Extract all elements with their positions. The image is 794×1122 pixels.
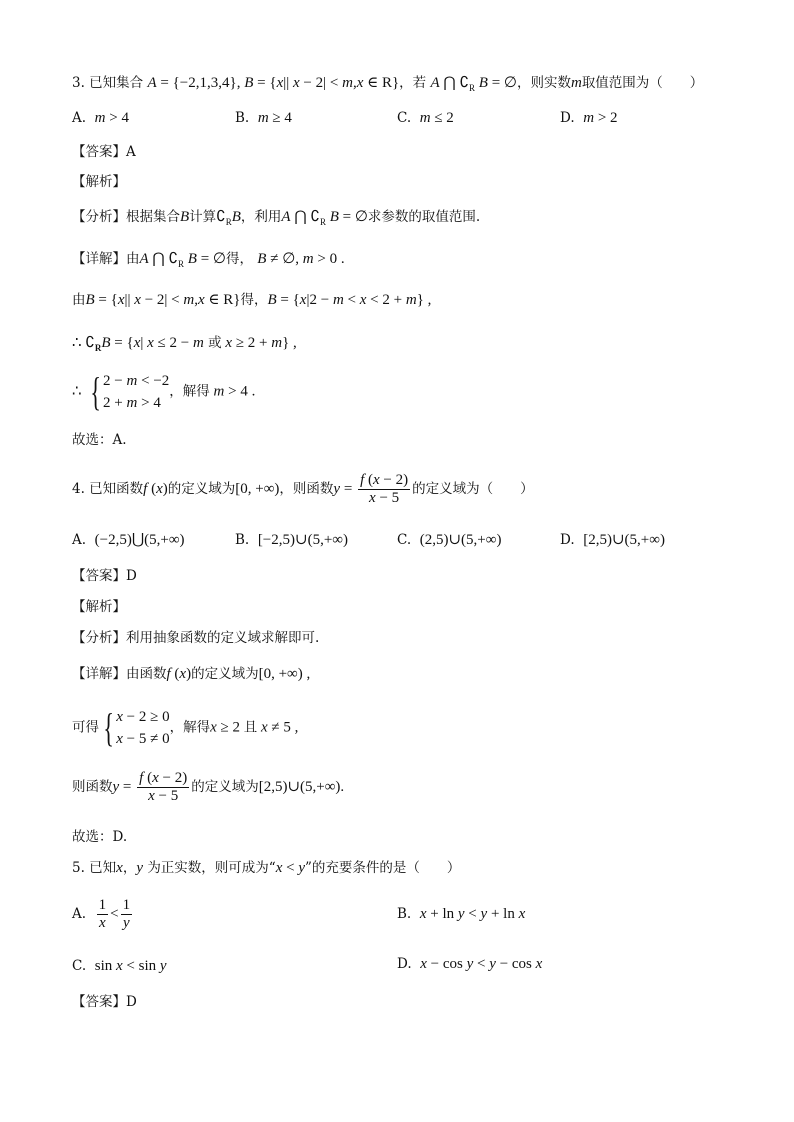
option-label: A. <box>72 532 87 548</box>
q3-if: ，若 <box>399 75 427 91</box>
option-label: B. <box>397 906 412 922</box>
option-label: A. <box>72 906 87 922</box>
detail-label: 【详解】 <box>72 666 126 682</box>
q3-stem-suffix: ，则实数 <box>516 75 571 91</box>
option-expr: (2,5)∪(5,+∞) <box>419 532 502 548</box>
q3-option-c[interactable] <box>397 108 454 128</box>
q3-stem-end: 取值范围为（ ） <box>581 75 704 91</box>
q3-line3 <box>72 332 297 358</box>
q5-stem: 5. 已知x，y 为正实数，则可成为“x < y”的充要条件的是（ ） <box>72 860 461 876</box>
q3-solution: m > 4 . <box>213 383 256 400</box>
option-label: D. <box>560 110 575 126</box>
detail-text: 的定义域为 <box>191 779 259 795</box>
system-rows: 2 − m < −2 2 + m > 4 <box>103 373 170 411</box>
q3-set-a: A = {−2,1,3,4}, B = {x|| x − 2| < m,x ∈ R} <box>147 75 400 91</box>
q3-conclusion: 故选：A. <box>72 432 127 448</box>
option-expr: x − cos y < y − cos x <box>420 956 543 972</box>
option-label: B. <box>235 110 250 126</box>
option-expr: (−2,5)⋃(5,+∞) <box>94 532 185 548</box>
q4-line3-function: y = $\frac{f (x - 2)}{x - 5}$ <box>112 770 188 805</box>
option-label: B. <box>235 532 250 548</box>
q3-m: m <box>570 75 582 91</box>
q4-domain: [0, +∞) <box>235 481 280 497</box>
q3-b: B <box>180 209 190 225</box>
q4-detail <box>72 664 310 684</box>
stem-text: ，则函数 <box>279 481 334 497</box>
stem-text: 为正实数，则可成为“ <box>147 860 276 876</box>
stem-text: 的定义域为（ ） <box>412 481 534 497</box>
detail-text: ，解得 <box>169 383 210 400</box>
q3-line2-expr: B = {x|| x − 2| < m,x ∈ R} <box>85 292 241 308</box>
fenxi-label: 【分析】 <box>72 630 126 646</box>
q3-line2 <box>72 290 431 310</box>
q3-option-a[interactable] <box>72 108 129 128</box>
answer-value: D <box>126 568 137 584</box>
q4-fenxi <box>72 628 319 648</box>
q4-function: y = $\frac{f (x - 2)}{x - 5}$ <box>333 472 409 507</box>
option-label: D. <box>560 532 575 548</box>
q3-option-d[interactable] <box>560 108 618 128</box>
q5-y: y <box>136 860 144 876</box>
q3-detail <box>72 248 345 274</box>
q4-stem <box>72 470 534 508</box>
detail-text: 由函数 <box>126 666 167 682</box>
fenxi-text: 根据集合 <box>126 209 180 225</box>
stem-text: 的定义域为 <box>167 481 236 497</box>
option-expr: m > 4 <box>94 110 129 126</box>
option-expr: m ≥ 4 <box>257 110 292 126</box>
fenxi-text: 利用抽象函数的定义域求解即可. <box>126 630 320 646</box>
option-expr: [2,5)∪(5,+∞) <box>583 532 665 548</box>
detail-text: 得， <box>226 251 253 267</box>
detail-text: 由 <box>72 292 86 308</box>
option-label: C. <box>397 110 412 126</box>
option-label: C. <box>72 958 87 974</box>
detail-text: 且 <box>243 719 258 736</box>
q4-option-c[interactable] <box>397 530 501 550</box>
detail-text: 则函数 <box>72 779 113 795</box>
q4-system <box>99 706 170 750</box>
q3-detail-expr: A ⋂ $∁_R$ B = ∅ <box>139 249 226 269</box>
q3-option-b[interactable] <box>235 108 292 128</box>
q5-xy: x <box>116 860 123 876</box>
or-text: 或 <box>208 335 222 351</box>
q4-option-d[interactable] <box>560 530 665 550</box>
option-expr: $\frac{1}{x}$ < $\frac{1}{y}$ <box>98 897 131 932</box>
q3-stem <box>72 72 703 98</box>
option-label: D. <box>397 956 412 972</box>
q5-condition: x < y <box>275 860 306 876</box>
detail-text: 由 <box>126 251 140 267</box>
option-expr: [−2,5)∪(5,+∞) <box>257 532 348 548</box>
q5-option-a[interactable] <box>72 896 134 932</box>
q5-option-d[interactable] <box>397 954 542 974</box>
q3-answer <box>72 142 136 162</box>
q3-condition: A ⋂ $∁_R$ B = ∅ <box>430 73 517 93</box>
q3-condition-2: A ⋂ $∁_R$ B = ∅ <box>281 207 368 227</box>
q4-analysis-label: 【解析】 <box>72 599 126 615</box>
q4-solve-2: x ≠ 5 , <box>260 719 299 736</box>
option-expr: m ≤ 2 <box>419 110 454 126</box>
q4-conclusion: 故选：D. <box>72 829 128 845</box>
q3-complement: $∁_RB$ <box>216 207 241 227</box>
stem-text: ”的充要条件的是（ ） <box>305 860 461 876</box>
answer-value: D <box>126 994 137 1010</box>
detail-text: 的定义域为 <box>191 666 259 682</box>
q3-line2-result: B = {x|2 − m < x < 2 + m} , <box>267 292 432 308</box>
option-expr: sin x < sin y <box>94 958 167 974</box>
detail-text: 得， <box>240 292 268 308</box>
detail-text: ，解得 <box>169 719 211 736</box>
fenxi-label: 【分析】 <box>72 209 126 225</box>
detail-label: 【详解】 <box>72 251 126 267</box>
stem-text: 4. 已知函数 <box>72 481 144 497</box>
therefore-symbol: ∴ <box>72 383 82 400</box>
q4-line2 <box>72 706 298 750</box>
q3-line4 <box>72 370 255 414</box>
option-label: A. <box>72 110 87 126</box>
q3-line3-expr: ∴ $∁_RB = \{x|$ x ≤ 2 − m <box>72 333 204 353</box>
left-brace: { <box>103 705 114 750</box>
q5-option-b[interactable] <box>397 904 525 924</box>
fenxi-text: 计算 <box>189 209 217 225</box>
q4-line3 <box>72 768 344 806</box>
answer-label: 【答案】 <box>72 144 126 160</box>
q3-analysis-label: 【解析】 <box>72 174 126 190</box>
q4-option-b[interactable] <box>235 530 348 550</box>
detail-text: 可得 <box>72 719 99 736</box>
q4-answer <box>72 566 137 586</box>
q4-fx: f (x) <box>143 481 168 497</box>
q3-stem-prefix: 3. 已知集合 <box>72 75 144 91</box>
q4-solve-1: x ≥ 2 <box>210 719 244 736</box>
q4-detail-fx: f (x) <box>166 666 192 682</box>
stem-text: 5. 已知 <box>72 860 117 876</box>
answer-label: 【答案】 <box>72 568 126 584</box>
q3-fenxi <box>72 206 480 232</box>
left-brace: { <box>90 369 101 414</box>
q4-line3-result: [2,5)∪(5,+∞). <box>258 779 345 795</box>
q4-detail-domain: [0, +∞) , <box>258 666 311 682</box>
option-expr: x + ln y < y + ln x <box>419 906 526 922</box>
q3-system <box>86 370 169 414</box>
option-label: C. <box>397 532 412 548</box>
fenxi-text: 求参数的取值范围. <box>367 209 481 225</box>
system-rows: x − 2 ≥ 0 x − 5 ≠ 0 <box>116 709 170 747</box>
q3-detail-result: B ≠ ∅, m > 0 . <box>257 251 345 267</box>
q4-option-a[interactable] <box>72 530 185 550</box>
option-expr: m > 2 <box>583 110 618 126</box>
answer-label: 【答案】 <box>72 994 126 1010</box>
q3-line3-expr2: x ≥ 2 + m} , <box>225 335 297 351</box>
answer-value: A <box>126 144 136 160</box>
q5-option-c[interactable] <box>72 956 167 976</box>
q5-answer <box>72 992 137 1012</box>
fenxi-text: ，利用 <box>240 209 282 225</box>
